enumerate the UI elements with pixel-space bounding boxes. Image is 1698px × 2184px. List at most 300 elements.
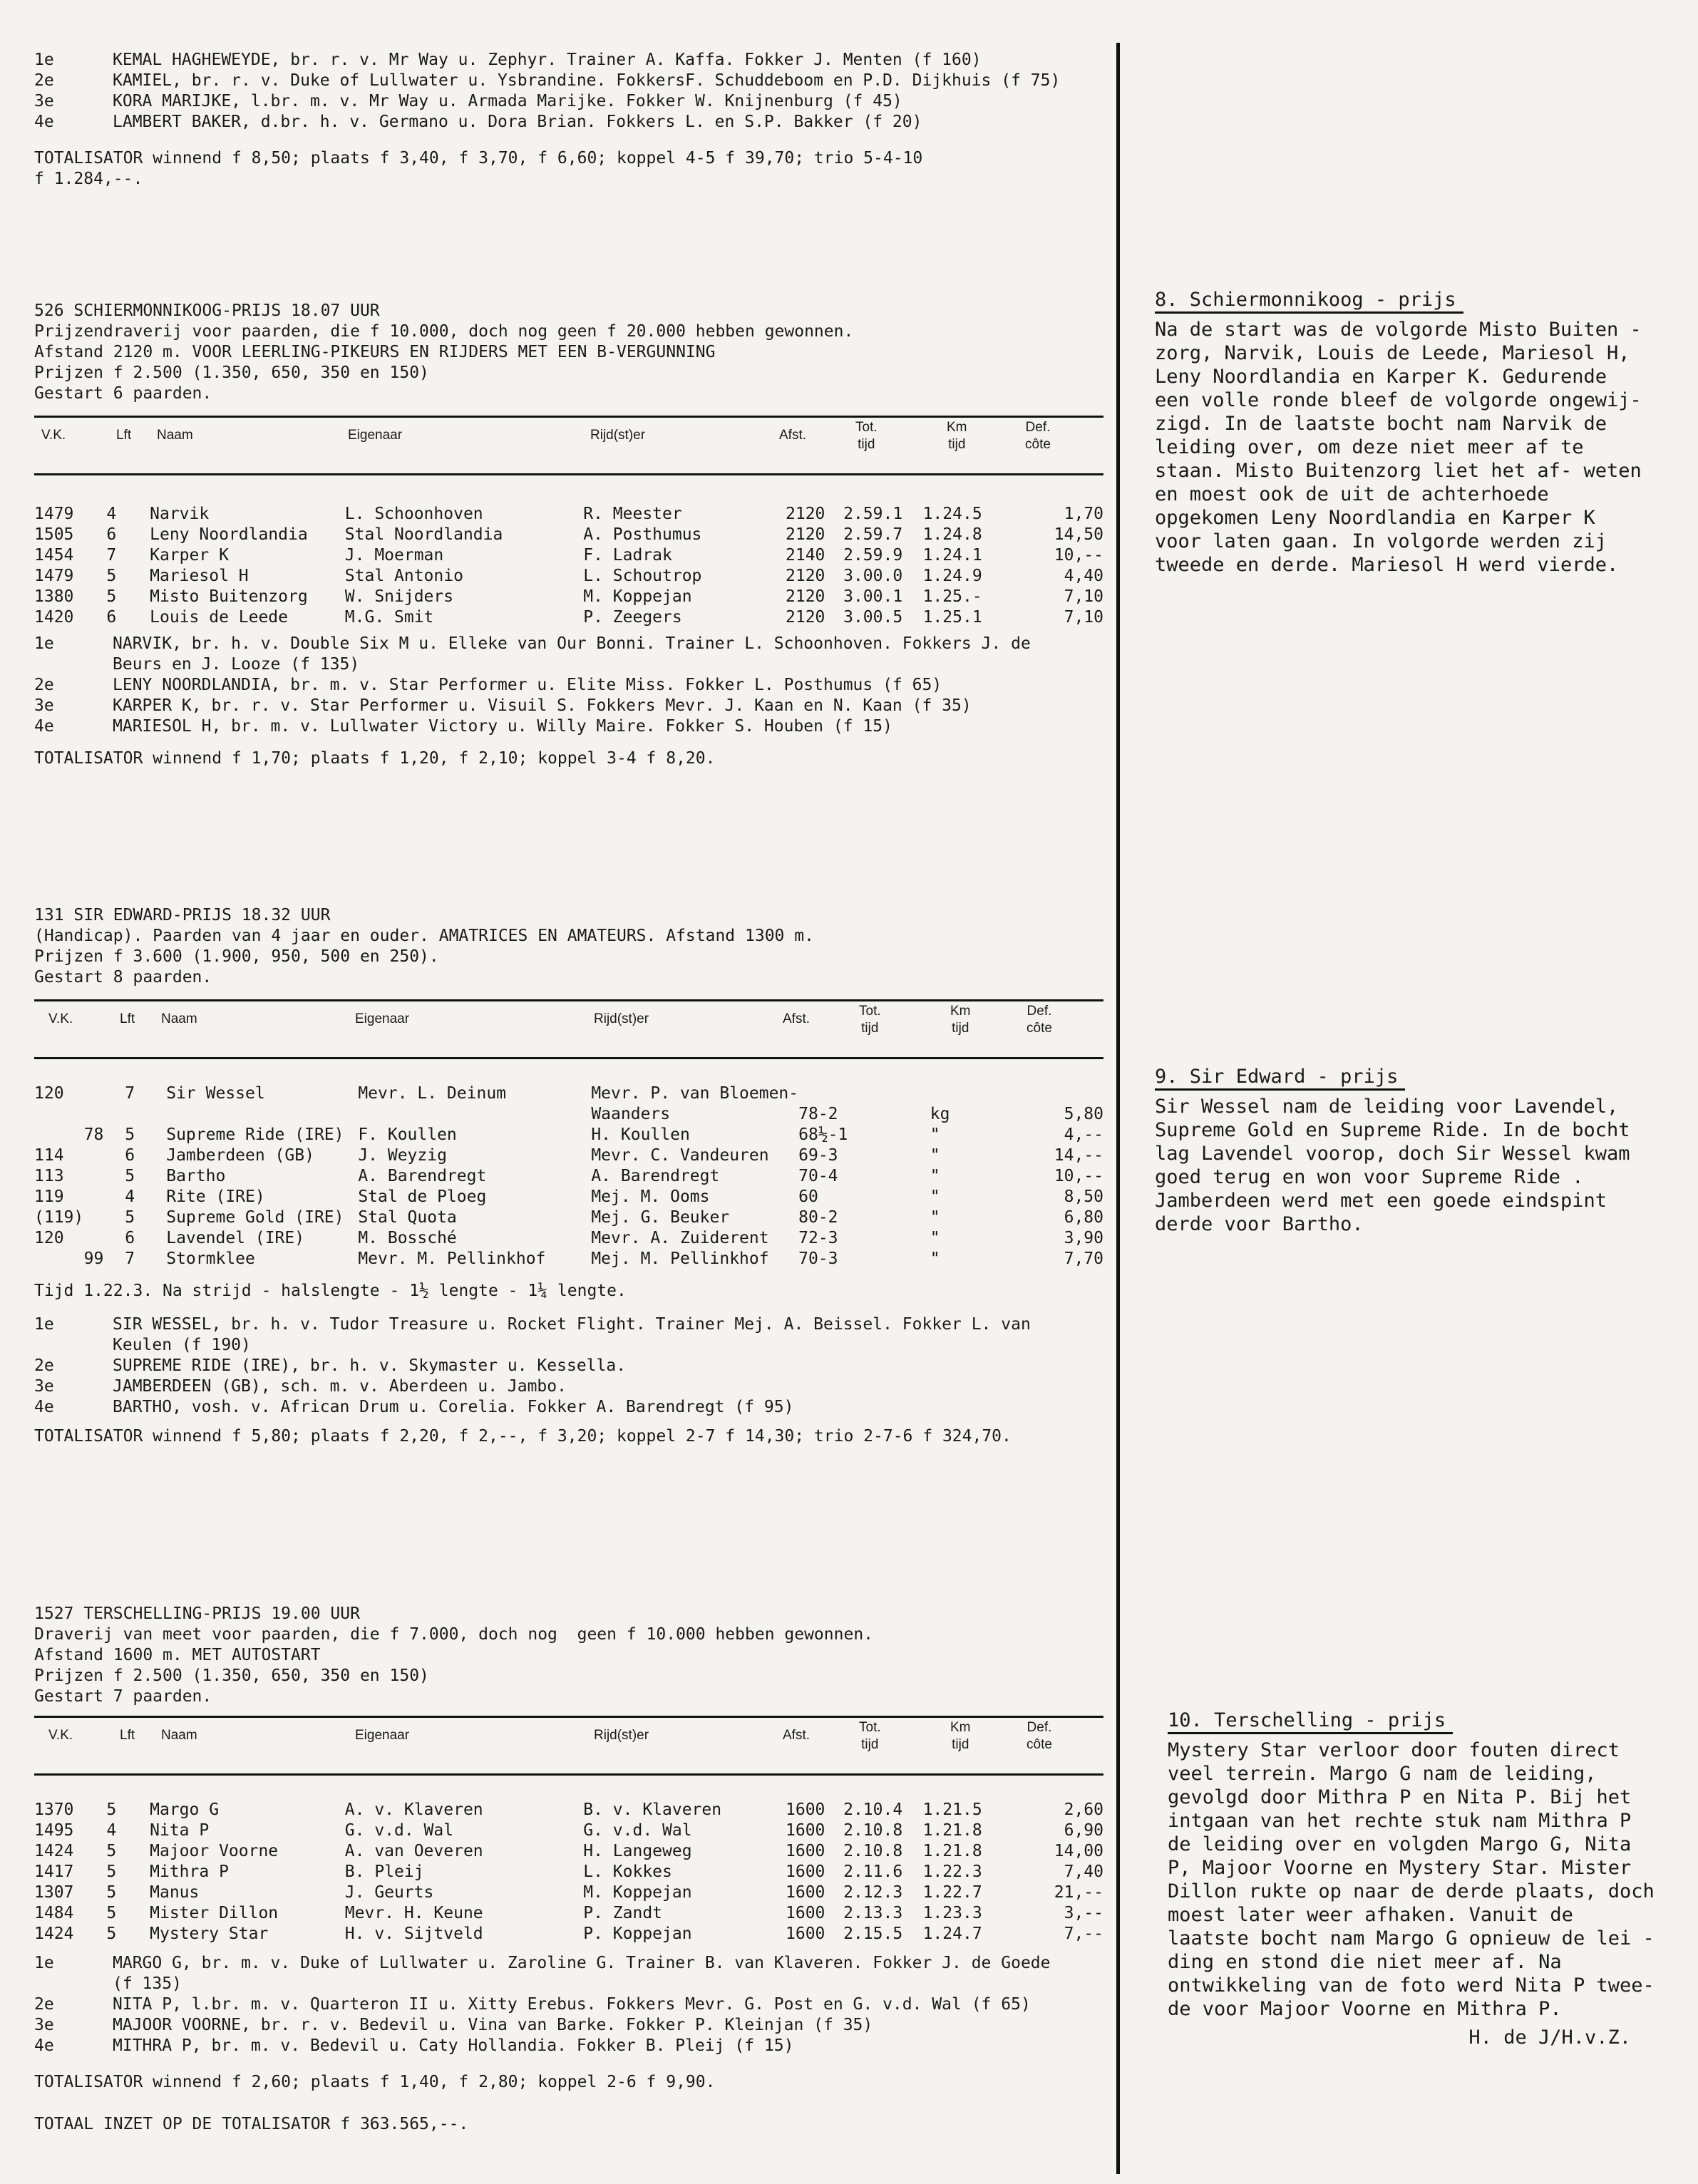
race-526 <box>34 301 1103 769</box>
text: Rijd(st)er <box>594 1011 649 1026</box>
table-cell: 1.21.8 <box>922 1842 982 1860</box>
text: côte <box>1025 437 1051 452</box>
text: MARGO G, br. m. v. Duke of Lullwater u. Zaroline G. Trainer B. van Klaveren. Fokker J. de Goede <box>113 1954 1051 1972</box>
table-cell: 7 <box>125 1250 135 1268</box>
table-cell <box>125 1104 166 1125</box>
table-cell: M. Bossché <box>358 1229 457 1247</box>
table-row <box>34 545 1103 566</box>
placing <box>34 716 1103 737</box>
text: KARPER K, br. r. v. Star Performer u. Visuil S. Fokkers Mevr. J. Kaan en N. Kaan (f 35) <box>113 696 972 715</box>
table-cell: M.G. Smit <box>344 608 434 627</box>
table-cell: 3.00.1 <box>843 587 903 606</box>
text: Km <box>947 420 967 435</box>
table-cell: 3.00.5 <box>843 608 903 627</box>
report-title: 9. Sir Edward - prijs <box>1155 1066 1405 1091</box>
table-cell: 1454 <box>34 546 74 565</box>
text: Lft <box>120 1728 135 1743</box>
table-cell: A. Barendregt <box>358 1167 487 1185</box>
table-row <box>34 1903 1103 1924</box>
table-cell <box>855 1145 930 1166</box>
table-cell: Mevr. A. Zuiderent <box>591 1229 769 1247</box>
table-cell: 1600 <box>786 1863 825 1881</box>
table-cell: Louis de Leede <box>150 608 289 627</box>
table-cell: 69-3 <box>798 1146 838 1165</box>
race-description: Gestart 6 paarden. <box>34 384 212 403</box>
text: tijd <box>952 1021 969 1036</box>
text: LAMBERT BAKER, d.br. h. v. Germano u. Dora Brian. Fokkers L. en S.P. Bakker (f 20) <box>113 113 922 131</box>
header-afst: Afst. <box>779 428 807 443</box>
placing <box>34 1376 1103 1397</box>
totalisator-line: TOTALISATOR winnend f 2,60; plaats f 1,40, f 2,80; koppel 2-6 f 9,90. <box>34 2073 716 2091</box>
table-cell: 1.22.7 <box>922 1883 982 1902</box>
placing <box>34 2015 1103 2036</box>
table-cell: A. Posthumus <box>583 525 702 544</box>
table-cell: 2.12.3 <box>843 1883 903 1902</box>
table-row <box>34 1166 1103 1187</box>
table-row <box>34 1125 1103 1145</box>
table-cell: 14,50 <box>1054 525 1103 544</box>
table-cell: Mej. M. Pellinkhof <box>591 1250 769 1268</box>
table-cell: 2.59.1 <box>843 505 903 523</box>
race-time: Tijd 1.22.3. Na strijd - halslengte - 1½ lengte - 1¼ lengte. <box>34 1282 627 1300</box>
table-cell: Mevr. P. van Bloemen- <box>591 1084 799 1103</box>
table-cell: 2120 <box>786 587 825 606</box>
table-cell <box>855 1187 930 1207</box>
text: tijd <box>948 437 966 452</box>
table-cell: 3.00.0 <box>843 567 903 585</box>
race-title: 526 SCHIERMONNIKOOG-PRIJS 18.07 UUR <box>34 302 380 320</box>
table-cell: 4 <box>125 1188 135 1206</box>
results-table <box>34 504 1103 628</box>
table-row <box>34 504 1103 525</box>
text: 4e <box>34 1398 54 1416</box>
text: 3e <box>34 2016 54 2034</box>
text: côte <box>1026 1021 1052 1036</box>
table-cell: 78 <box>83 1126 104 1144</box>
table-cell <box>855 1104 930 1125</box>
table-cell: 4,-- <box>1064 1126 1103 1144</box>
table-row <box>34 607 1103 628</box>
table-cell: Majoor Voorne <box>150 1842 279 1860</box>
table-cell: 4,40 <box>1064 567 1103 585</box>
placing <box>34 1314 1103 1335</box>
text: Afst. <box>783 1728 811 1743</box>
table-cell: 1600 <box>786 1883 825 1902</box>
text: Km <box>950 1720 971 1735</box>
table-cell: 1495 <box>34 1821 74 1840</box>
table-cell: G. v.d. Wal <box>344 1821 454 1840</box>
table-cell: 1600 <box>786 1821 825 1840</box>
table-cell: 6,80 <box>1064 1208 1103 1227</box>
table-cell: Stal Noordlandia <box>344 525 503 544</box>
table-cell: 78-2 <box>798 1105 838 1123</box>
table-cell: 5 <box>106 1863 117 1881</box>
text: Def. <box>1025 420 1051 435</box>
text: 1e <box>34 634 54 653</box>
table-cell: 1484 <box>34 1904 74 1922</box>
table-cell: H. Koullen <box>591 1126 690 1144</box>
text: tijd <box>861 1737 879 1752</box>
table-cell: " <box>930 1146 940 1165</box>
placings <box>34 1314 1103 1418</box>
race-131 <box>34 905 1103 1447</box>
placing <box>34 634 1103 654</box>
table-cell: H. v. Sijtveld <box>344 1925 483 1943</box>
table-cell: W. Snijders <box>344 587 454 606</box>
text: Tot. <box>859 1720 881 1735</box>
table-cell: 2120 <box>786 505 825 523</box>
placings <box>34 1953 1103 2056</box>
table-cell: 14,00 <box>1054 1842 1103 1860</box>
table-cell: 3,-- <box>1064 1904 1103 1922</box>
table-cell: Jamberdeen (GB) <box>166 1146 314 1165</box>
table-row <box>34 587 1103 607</box>
table-cell: L. Schoutrop <box>583 567 702 585</box>
text: 1e <box>34 1315 54 1334</box>
table-cell: P. Zeegers <box>583 608 682 627</box>
table-cell <box>855 1228 930 1249</box>
table-cell: 2,60 <box>1064 1801 1103 1819</box>
text: NARVIK, br. h. v. Double Six M u. Elleke van Our Bonni. Trainer L. Schoonhoven. Fokkers J. de <box>113 634 1031 653</box>
table-cell: 1370 <box>34 1801 74 1819</box>
placing <box>34 696 1103 716</box>
table-cell: 2.15.5 <box>843 1925 903 1943</box>
text: Rijd(st)er <box>594 1728 649 1743</box>
table-cell: A. van Oeveren <box>344 1842 483 1860</box>
table-cell: Stormklee <box>166 1250 255 1268</box>
table-cell: 2.11.6 <box>843 1863 903 1881</box>
placing <box>34 1397 1103 1418</box>
table-cell: R. Meester <box>583 505 682 523</box>
text: Tot. <box>855 420 878 435</box>
table-cell: 8,50 <box>1064 1188 1103 1206</box>
text: KORA MARIJKE, l.br. m. v. Mr Way u. Armada Marijke. Fokker W. Knijnenburg (f 45) <box>113 92 902 110</box>
table-cell: 2.10.8 <box>843 1842 903 1860</box>
table-cell: 5 <box>106 1883 117 1902</box>
table-cell <box>855 1249 930 1269</box>
totalisator-line: f 1.284,--. <box>34 170 143 188</box>
results-table <box>34 1800 1103 1945</box>
table-row <box>34 1862 1103 1882</box>
table-cell: 2.59.7 <box>843 525 903 544</box>
text: BARTHO, vosh. v. African Drum u. Corelia. Fokker A. Barendregt (f 95) <box>113 1398 794 1416</box>
table-cell: 1307 <box>34 1883 74 1902</box>
table-cell: Narvik <box>150 505 210 523</box>
table-row <box>34 1145 1103 1166</box>
race-description: Gestart 8 paarden. <box>34 968 212 987</box>
report-terschelling <box>1168 1709 1660 2049</box>
table-cell <box>1013 1083 1103 1104</box>
header-tot <box>855 419 878 453</box>
text: KEMAL HAGHEWEYDE, br. r. v. Mr Way u. Zephyr. Trainer A. Kaffa. Fokker J. Menten (f 160) <box>113 51 982 69</box>
table-cell: Supreme Ride (IRE) <box>166 1126 344 1144</box>
placing <box>34 91 1060 112</box>
table-cell: 5 <box>125 1167 135 1185</box>
table-cell: 10,-- <box>1054 546 1103 565</box>
table-cell: 4 <box>106 1821 117 1840</box>
header-km <box>947 419 967 453</box>
race-description: Draverij van meet voor paarden, die f 7.000, doch nog geen f 10.000 hebben gewonnen. <box>34 1625 874 1644</box>
table-cell: Karper K <box>150 546 229 565</box>
table-cell: Mister Dillon <box>150 1904 279 1922</box>
text: Afst. <box>783 1011 811 1026</box>
race-top-placings <box>34 50 1060 190</box>
totalisator-line: TOTALISATOR winnend f 8,50; plaats f 3,40, f 3,70, f 6,60; koppel 4-5 f 39,70; trio 5-4-10 <box>34 149 923 168</box>
text: tijd <box>952 1737 969 1752</box>
table-cell: Lavendel (IRE) <box>166 1229 305 1247</box>
totalisator-line: TOTALISATOR winnend f 1,70; plaats f 1,20, f 2,10; koppel 3-4 f 8,20. <box>34 749 716 768</box>
table-cell: 1.22.3 <box>922 1863 982 1881</box>
table-cell: Waanders <box>591 1105 671 1123</box>
table-row <box>34 1249 1103 1269</box>
race-description: Prijzendraverij voor paarden, die f 10.000, doch nog geen f 20.000 hebben gewonnen. <box>34 322 854 341</box>
table-cell: 5,80 <box>1064 1105 1103 1123</box>
table-cell: " <box>930 1167 940 1185</box>
table-cell <box>34 1104 125 1125</box>
table-cell: kg <box>930 1105 950 1123</box>
text: MITHRA P, br. m. v. Bedevil u. Caty Hollandia. Fokker B. Pleij (f 15) <box>113 2036 794 2055</box>
results-table-header <box>34 416 1103 475</box>
table-cell: 2.10.4 <box>843 1801 903 1819</box>
table-cell: Nita P <box>150 1821 210 1840</box>
text: Eigenaar <box>355 1728 410 1743</box>
table-row <box>34 1841 1103 1862</box>
table-cell: 2140 <box>786 546 825 565</box>
table-cell: 1.25.- <box>922 587 982 606</box>
table-cell: 1424 <box>34 1925 74 1943</box>
table-cell <box>855 1166 930 1187</box>
table-cell: L. Kokkes <box>583 1863 672 1881</box>
table-cell: (119) <box>34 1208 84 1227</box>
table-cell: 1479 <box>34 505 74 523</box>
table-cell: " <box>930 1250 940 1268</box>
table-cell <box>358 1104 591 1125</box>
table-cell: 1.21.8 <box>922 1821 982 1840</box>
table-cell: 7,-- <box>1064 1925 1103 1943</box>
table-cell: 2120 <box>786 567 825 585</box>
table-cell: 3,90 <box>1064 1229 1103 1247</box>
placing <box>34 71 1060 91</box>
total-stake-line: TOTAAL INZET OP DE TOTALISATOR f 363.565,--. <box>34 2115 469 2133</box>
table-cell: G. v.d. Wal <box>583 1821 692 1840</box>
table-cell: 1.24.7 <box>922 1925 982 1943</box>
table-row <box>34 1924 1103 1945</box>
table-cell: 72-3 <box>798 1229 838 1247</box>
table-cell: Manus <box>150 1883 200 1902</box>
table-cell: 2.13.3 <box>843 1904 903 1922</box>
table-cell: P. Koppejan <box>583 1925 692 1943</box>
table-cell: H. Langeweg <box>583 1842 692 1860</box>
table-cell: 70-3 <box>798 1250 838 1268</box>
table-row <box>34 525 1103 545</box>
race-description: Prijzen f 2.500 (1.350, 650, 350 en 150) <box>34 364 429 382</box>
table-cell: Mevr. H. Keune <box>344 1904 483 1922</box>
table-cell: 120 <box>34 1084 64 1103</box>
report-schiermonnikoog <box>1155 289 1647 577</box>
text: 3e <box>34 696 54 715</box>
table-cell: J. Geurts <box>344 1883 434 1902</box>
report-title: 10. Terschelling - prijs <box>1168 1709 1453 1734</box>
table-cell: 6,90 <box>1064 1821 1103 1840</box>
text: 3e <box>34 1377 54 1396</box>
table-cell: Stal Antonio <box>344 567 463 585</box>
table-cell <box>855 1125 930 1145</box>
race-description: Prijzen f 3.600 (1.900, 950, 500 en 250). <box>34 947 439 966</box>
totalisator-line: TOTALISATOR winnend f 5,80; plaats f 2,20, f 2,--, f 3,20; koppel 2-7 f 14,30; trio 2-7-6 f 324,70. <box>34 1427 1012 1446</box>
placing-continuation: (f 135) <box>113 1974 182 1993</box>
race-title: 131 SIR EDWARD-PRIJS 18.32 UUR <box>34 906 331 924</box>
table-cell: 5 <box>125 1126 135 1144</box>
table-cell: 99 <box>83 1250 104 1268</box>
table-cell: J. Moerman <box>344 546 444 565</box>
table-cell: 68½-1 <box>798 1126 848 1144</box>
header-eigenaar: Eigenaar <box>348 428 403 443</box>
table-row <box>34 1882 1103 1903</box>
table-cell: Mej. M. Ooms <box>591 1188 710 1206</box>
placing <box>34 112 1060 133</box>
text: Naam <box>161 1728 197 1743</box>
placing <box>34 1994 1103 2015</box>
table-cell: " <box>930 1229 940 1247</box>
text: Km <box>950 1004 971 1019</box>
text: tijd <box>858 437 875 452</box>
table-cell: Misto Buitenzorg <box>150 587 308 606</box>
table-cell: 120 <box>34 1229 64 1247</box>
results-table-header <box>34 999 1103 1059</box>
header-rijder: Rijd(st)er <box>590 428 646 443</box>
table-cell: 1479 <box>34 567 74 585</box>
table-row <box>34 1104 1103 1125</box>
table-cell: 1.21.5 <box>922 1801 982 1819</box>
text: Eigenaar <box>355 1011 410 1026</box>
table-cell: 21,-- <box>1054 1883 1103 1902</box>
table-cell: Mystery Star <box>150 1925 269 1943</box>
text: V.K. <box>48 1728 73 1743</box>
text: Naam <box>161 1011 197 1026</box>
table-cell: B. Pleij <box>344 1863 424 1881</box>
table-cell: 1417 <box>34 1863 74 1881</box>
table-cell: 6 <box>106 608 117 627</box>
table-cell: Mevr. M. Pellinkhof <box>358 1250 546 1268</box>
text: tijd <box>861 1021 879 1036</box>
placing <box>34 1953 1103 1974</box>
table-cell: 1424 <box>34 1842 74 1860</box>
report-text: Sir Wessel nam de leiding voor Lavendel, Supreme Gold en Supreme Ride. In de bocht lag Lavendel voorop, doch Sir Wessel kwam goed terug en won voor Supreme Ride . Jamberdeen werd met een goede eindspint derde voor Bartho. <box>1155 1096 1630 1235</box>
report-signature: H. de J/H.v.Z. <box>1468 2026 1631 2049</box>
table-cell: 5 <box>106 1904 117 1922</box>
text: Def. <box>1026 1004 1052 1019</box>
table-cell: Mevr. C. Vandeuren <box>591 1146 769 1165</box>
table-cell: 1,70 <box>1064 505 1103 523</box>
text: MARIESOL H, br. m. v. Lullwater Victory u. Willy Maire. Fokker S. Houben (f 15) <box>113 717 892 736</box>
text: 2e <box>34 71 54 90</box>
table-cell: 113 <box>34 1167 64 1185</box>
table-cell: 1380 <box>34 587 74 606</box>
table-cell: 4 <box>106 505 117 523</box>
table-cell: 6 <box>125 1146 135 1165</box>
table-cell: 7 <box>106 546 117 565</box>
table-cell: 80-2 <box>798 1208 838 1227</box>
table-cell: 14,-- <box>1054 1146 1103 1165</box>
table-cell: A. v. Klaveren <box>344 1801 483 1819</box>
table-cell: Mariesol H <box>150 567 249 585</box>
text: LENY NOORDLANDIA, br. m. v. Star Performer u. Elite Miss. Fokker L. Posthumus (f 65) <box>113 676 942 694</box>
table-cell: 2.59.9 <box>843 546 903 565</box>
table-cell: Mevr. L. Deinum <box>358 1084 507 1103</box>
text: 4e <box>34 113 54 131</box>
table-row <box>34 1207 1103 1228</box>
text: 2e <box>34 1356 54 1375</box>
table-cell: M. Koppejan <box>583 1883 692 1902</box>
table-cell: 5 <box>125 1208 135 1227</box>
race-description: Afstand 2120 m. VOOR LEERLING-PIKEURS EN RIJDERS MET EEN B-VERGUNNING <box>34 343 716 361</box>
placing-continuation: Beurs en J. Looze (f 135) <box>113 655 360 674</box>
table-cell: 5 <box>106 1842 117 1860</box>
placing-continuation: Keulen (f 190) <box>113 1336 251 1354</box>
table-cell: 6 <box>125 1229 135 1247</box>
text: 1e <box>34 51 54 69</box>
table-cell: B. v. Klaveren <box>583 1801 722 1819</box>
report-text: Mystery Star verloor door fouten direct veel terrein. Margo G nam de leiding, gevolgd door Mithra P en Nita P. Bij het intgaan van het rechte stuk nam Mithra P de leiding over en volgden Margo G, Nita P, Majoor Voorne en Mystery Star. Mister Dillon rukte op naar de derde plaats, doch moest later weer afhaken. Vanuit de laatste bocht nam Margo G opnieuw de lei - ding en stond die niet meer af. Na ontwikkeling van de foto werd Nita P twee- de voor Majoor Voorne en Mithra P. <box>1168 1739 1655 2020</box>
table-cell: 7,10 <box>1064 587 1103 606</box>
table-cell: Supreme Gold (IRE) <box>166 1208 344 1227</box>
race-description: Gestart 7 paarden. <box>34 1687 212 1706</box>
table-cell: 70-4 <box>798 1167 838 1185</box>
table-row <box>34 1187 1103 1207</box>
table-cell: 1505 <box>34 525 74 544</box>
table-cell: 1.24.1 <box>922 546 982 565</box>
table-cell <box>855 1083 930 1104</box>
text: côte <box>1026 1737 1052 1752</box>
table-cell: 119 <box>34 1188 64 1206</box>
placing <box>34 50 1060 71</box>
table-cell <box>930 1083 1013 1104</box>
text: V.K. <box>48 1011 73 1026</box>
results-table-header <box>34 1716 1103 1776</box>
table-cell: P. Zandt <box>583 1904 663 1922</box>
table-cell: " <box>930 1126 940 1144</box>
table-cell: 1.25.1 <box>922 608 982 627</box>
table-cell: Stal Quota <box>358 1208 457 1227</box>
table-cell: 2.10.8 <box>843 1821 903 1840</box>
table-cell: 7 <box>125 1084 135 1103</box>
table-cell: 1.23.3 <box>922 1904 982 1922</box>
text: 4e <box>34 2036 54 2055</box>
race-title: 1527 TERSCHELLING-PRIJS 19.00 UUR <box>34 1604 360 1623</box>
table-cell: Sir Wessel <box>166 1084 265 1103</box>
table-cell: 1600 <box>786 1925 825 1943</box>
results-table <box>34 1083 1103 1269</box>
column-divider <box>1116 43 1120 2174</box>
text: 2e <box>34 1995 54 2014</box>
text: Lft <box>120 1011 135 1026</box>
race-description: Afstand 1600 m. MET AUTOSTART <box>34 1646 321 1664</box>
table-cell: 5 <box>106 567 117 585</box>
table-cell: Mithra P <box>150 1863 229 1881</box>
report-title: 8. Schiermonnikoog - prijs <box>1155 289 1463 314</box>
table-cell: 5 <box>106 1801 117 1819</box>
table-cell: F. Ladrak <box>583 546 672 565</box>
text: Tot. <box>859 1004 881 1019</box>
table-cell: 1420 <box>34 608 74 627</box>
race-description: (Handicap). Paarden van 4 jaar en ouder. AMATRICES EN AMATEURS. Afstand 1300 m. <box>34 927 814 945</box>
table-cell: Bartho <box>166 1167 226 1185</box>
table-cell: Mej. G. Beuker <box>591 1208 730 1227</box>
table-cell: Stal de Ploeg <box>358 1188 487 1206</box>
text: SIR WESSEL, br. h. v. Tudor Treasure u. Rocket Flight. Trainer Mej. A. Beissel. Fokker L. van <box>113 1315 1031 1334</box>
report-sir-edward <box>1155 1066 1647 1236</box>
placing <box>34 1356 1103 1376</box>
